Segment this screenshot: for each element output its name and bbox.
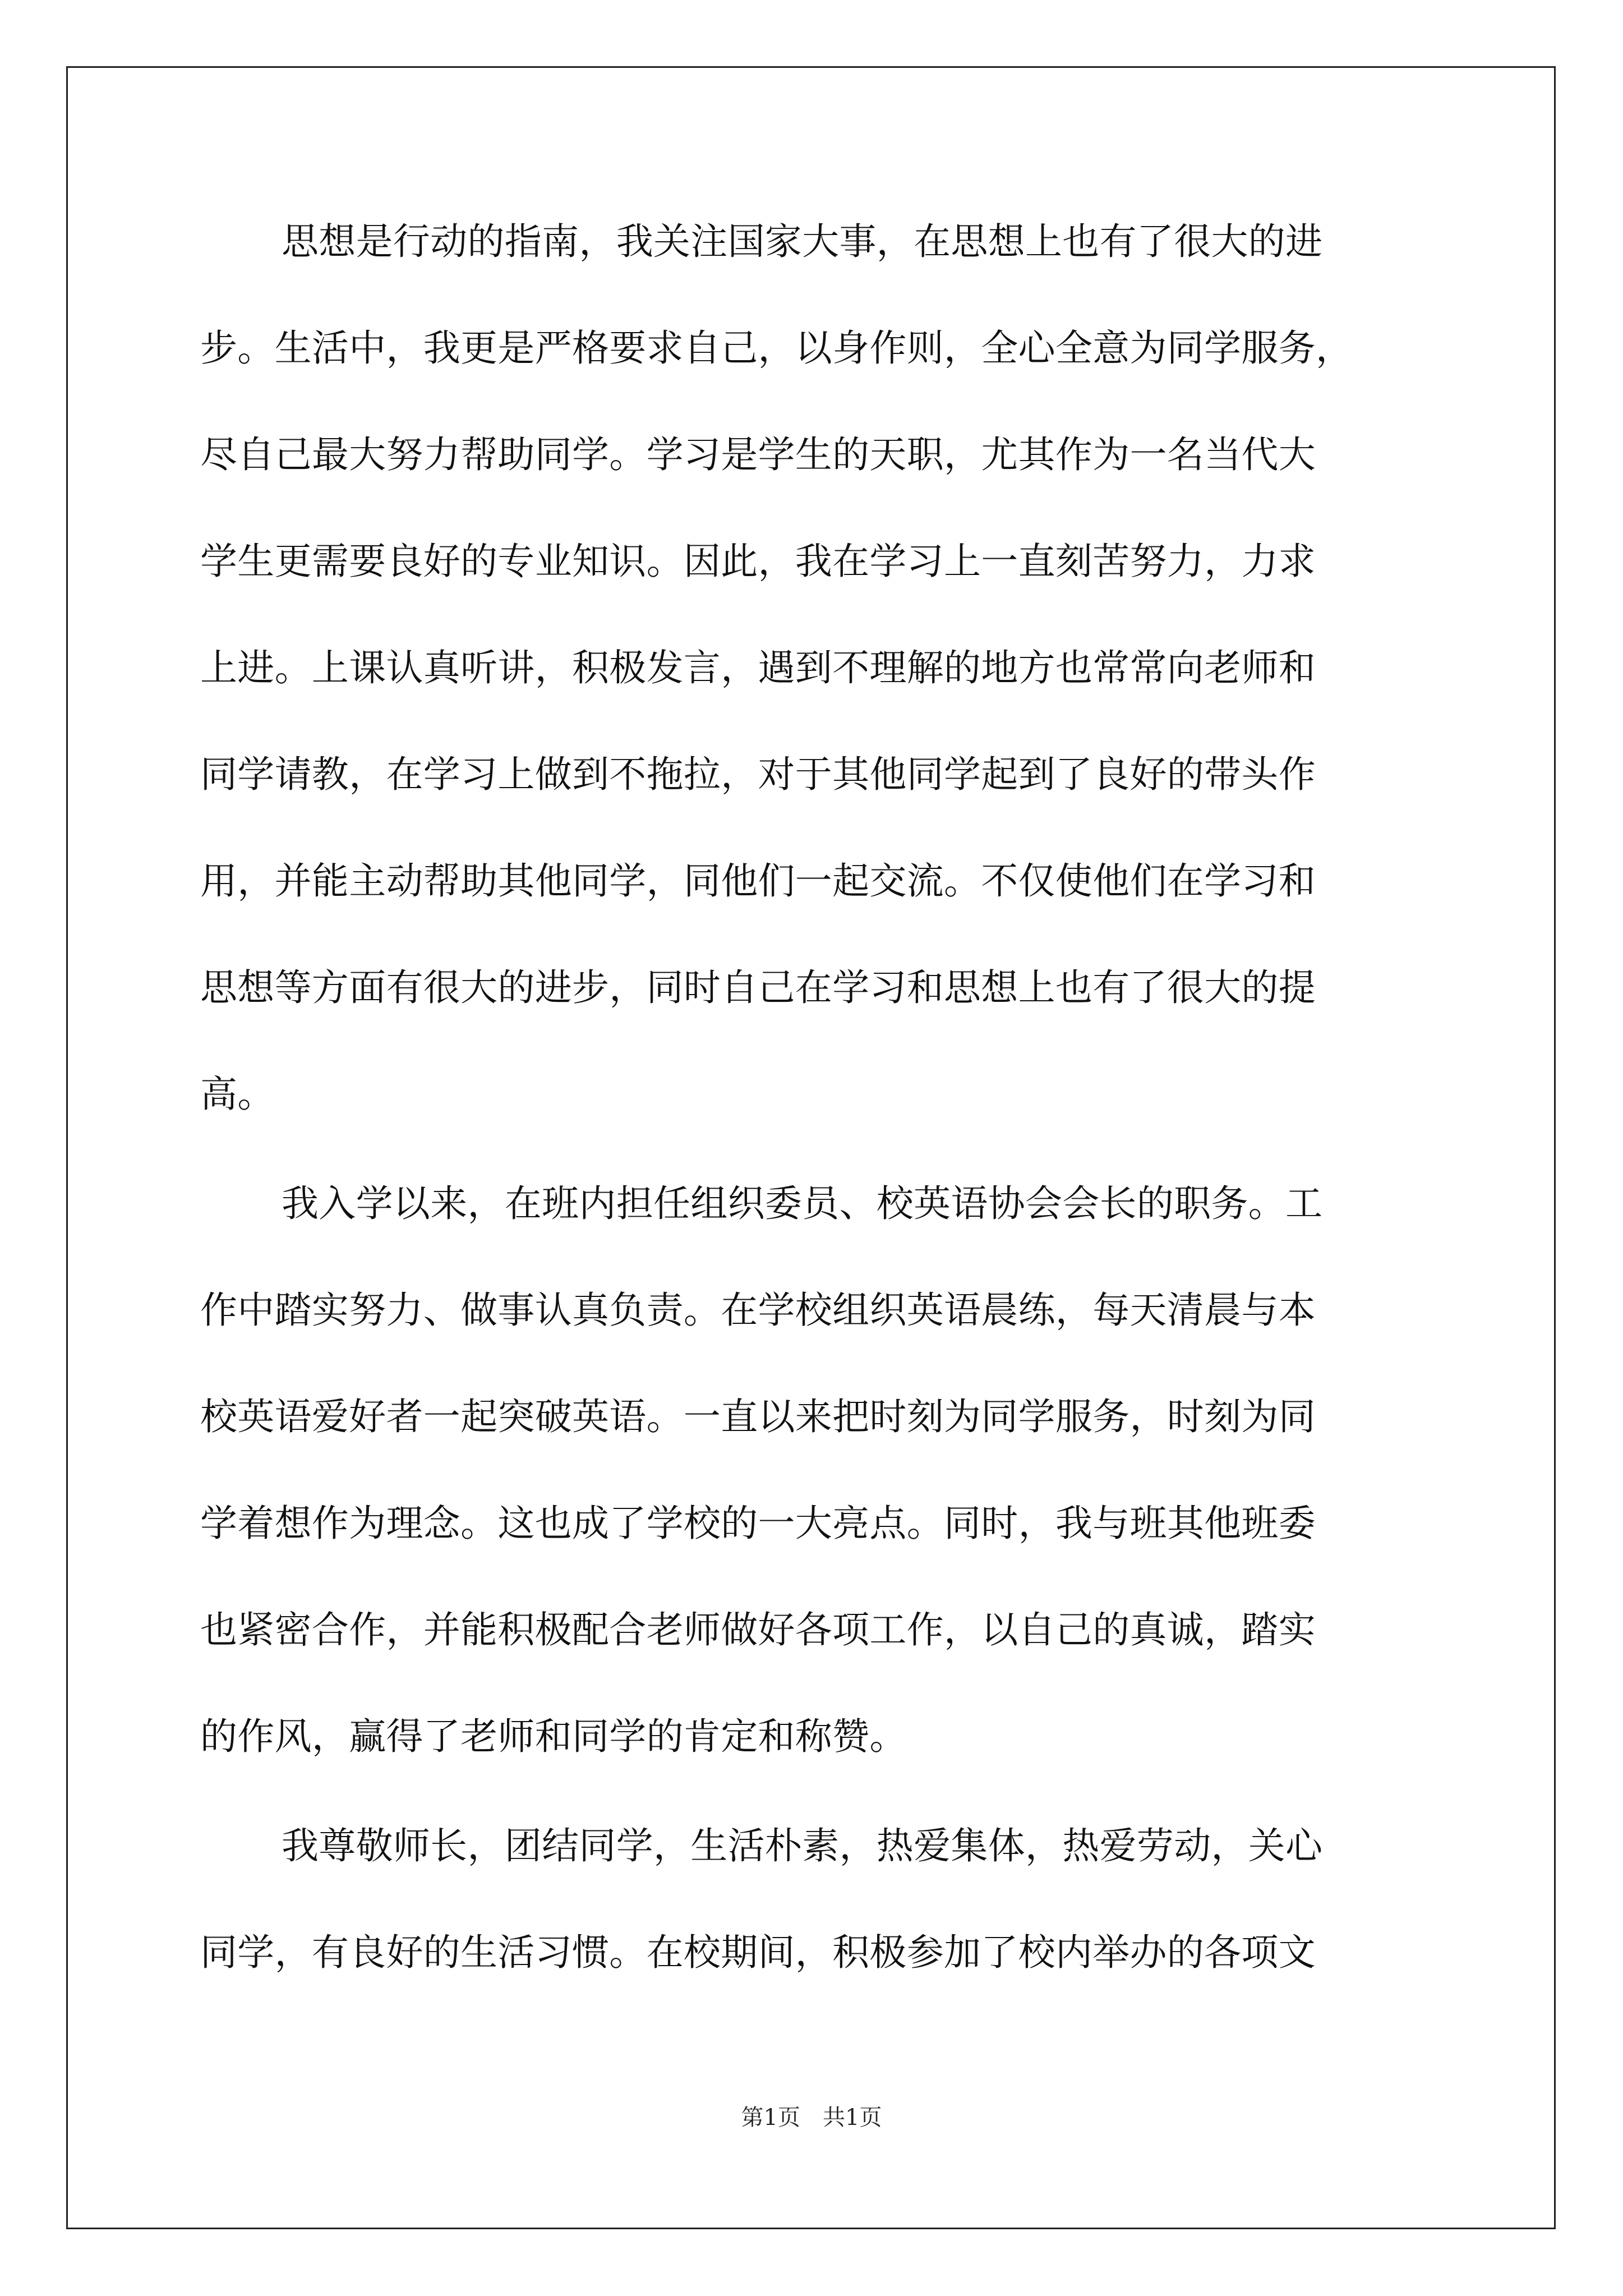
paragraph-1-line-8: 思想等方面有很大的进步，同时自己在学习和思想上也有了很大的提 bbox=[200, 966, 1316, 1009]
paragraph-1-line-9: 高。 bbox=[200, 1073, 275, 1116]
paragraph-2-line-6: 的作风，赢得了老师和同学的肯定和称赞。 bbox=[200, 1715, 907, 1758]
page-number-total: 共1页 bbox=[823, 2105, 882, 2131]
page-footer bbox=[0, 2104, 1623, 2132]
paragraph-1-line-5: 上进。上课认真听讲，积极发言，遇到不理解的地方也常常向老师和 bbox=[200, 646, 1316, 689]
paragraph-1-line-4: 学生更需要良好的专业知识。因此，我在学习上一直刻苦努力，力求 bbox=[200, 540, 1316, 583]
paragraph-2-line-5: 也紧密合作，并能积极配合老师做好各项工作，以自己的真诚，踏实 bbox=[200, 1608, 1316, 1651]
paragraph-1-line-6: 同学请教，在学习上做到不拖拉，对于其他同学起到了良好的带头作 bbox=[200, 753, 1316, 796]
paragraph-2-line-1: 我入学以来，在班内担任组织委员、校英语协会会长的职务。工 bbox=[282, 1182, 1323, 1225]
page-border bbox=[66, 66, 1556, 2229]
paragraph-1-line-1: 思想是行动的指南，我关注国家大事，在思想上也有了很大的进 bbox=[282, 220, 1323, 263]
paragraph-1-line-7: 用，并能主动帮助其他同学，同他们一起交流。不仅使他们在学习和 bbox=[200, 859, 1316, 903]
paragraph-2-line-4: 学着想作为理念。这也成了学校的一大亮点。同时，我与班其他班委 bbox=[200, 1502, 1316, 1545]
paragraph-1-line-2: 步。生活中，我更是严格要求自己，以身作则，全心全意为同学服务， bbox=[200, 326, 1353, 370]
paragraph-1-line-3: 尽自己最大努力帮助同学。学习是学生的天职，尤其作为一名当代大 bbox=[200, 433, 1316, 476]
page-number-current: 第1页 bbox=[741, 2105, 800, 2131]
paragraph-3-line-1: 我尊敬师长，团结同学，生活朴素，热爱集体，热爱劳动，关心 bbox=[282, 1824, 1323, 1867]
paragraph-3-line-2: 同学，有良好的生活习惯。在校期间，积极参加了校内举办的各项文 bbox=[200, 1931, 1316, 1974]
paragraph-2-line-3: 校英语爱好者一起突破英语。一直以来把时刻为同学服务，时刻为同 bbox=[200, 1395, 1316, 1438]
paragraph-2-line-2: 作中踏实努力、做事认真负责。在学校组织英语晨练，每天清晨与本 bbox=[200, 1289, 1316, 1332]
